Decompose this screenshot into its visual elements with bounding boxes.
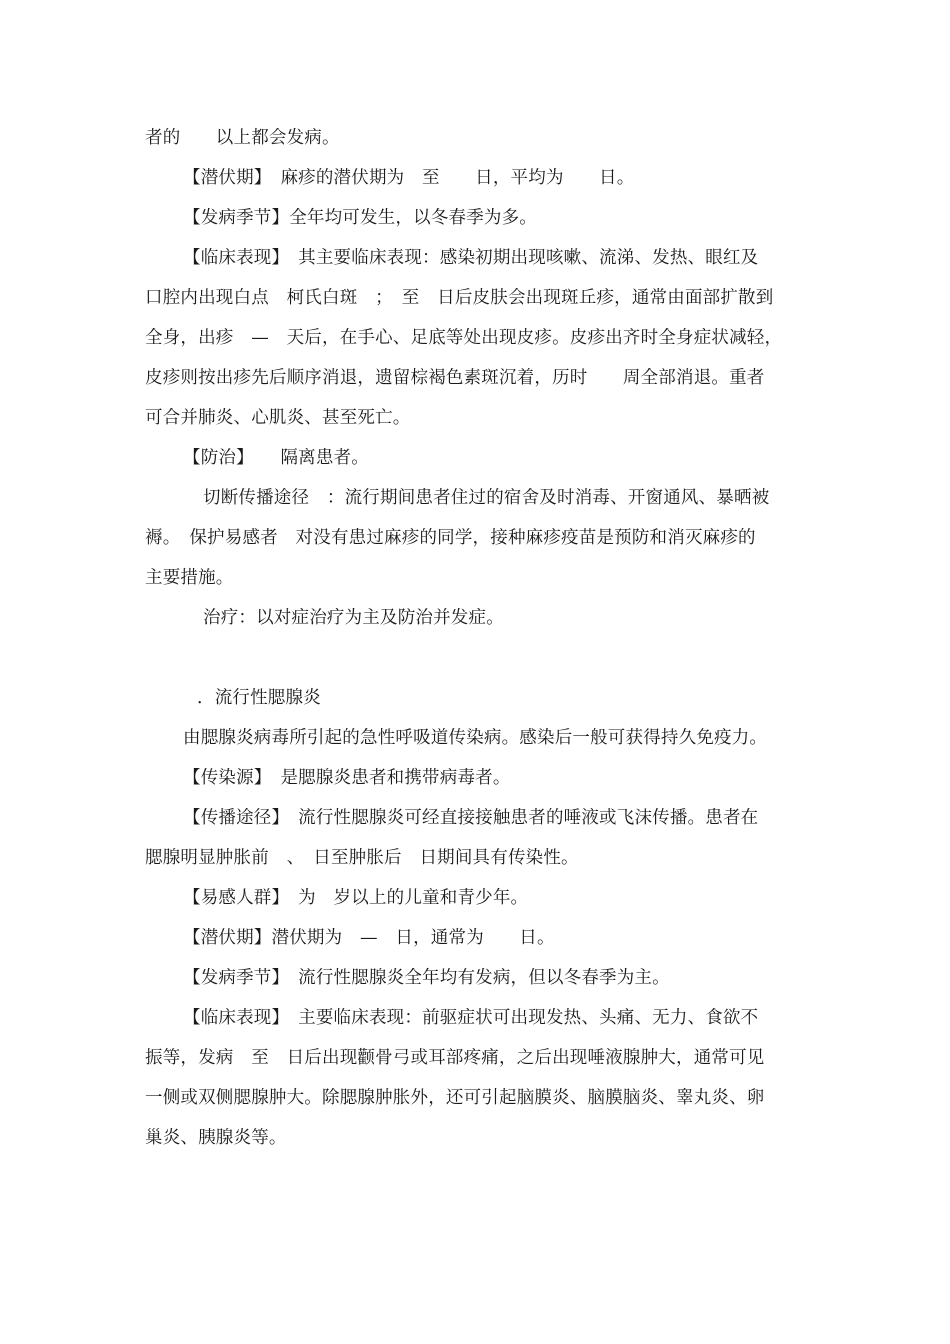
- text-line-measles-measures: 主要措施。: [145, 568, 234, 588]
- text-line-measles-protect: 褥。 保护易感者 对没有患过麻疹的同学，接种麻疹疫苗是预防和消灭麻疹的: [145, 528, 756, 548]
- text-line-mumps-clinical-1: 【临床表现】 主要临床表现：前驱症状可出现发热、头痛、无力、食欲不: [183, 1008, 759, 1028]
- text-line-measles-clinical-3: 全身，出疹 — 天后，在手心、足底等处出现皮疹。皮疹出齐时全身症状减轻，: [145, 328, 783, 348]
- text-line-measles-clinical-5: 可合并肺炎、心肌炎、甚至死亡。: [145, 408, 411, 428]
- text-line-mumps-source: 【传染源】 是腮腺炎患者和携带病毒者。: [183, 768, 511, 788]
- text-line-mumps-route-1: 【传播途径】 流行性腮腺炎可经直接接触患者的唾液或飞沫传播。患者在: [183, 808, 759, 828]
- section-heading-mumps: ．流行性腮腺炎: [197, 688, 321, 708]
- text-line-measles-treatment: 治疗：以对症治疗为主及防治并发症。: [203, 608, 504, 628]
- text-line-mumps-clinical-2: 振等，发病 至 日后出现颧骨弓或耳部疼痛，之后出现唾液腺肿大，通常可见: [145, 1048, 765, 1068]
- text-line-mumps-route-2: 腮腺明显肿胀前 、 日至肿胀后 日期间具有传染性。: [145, 848, 579, 868]
- text-line-measles-clinical-2: 口腔内出现白点 柯氏白斑 ； 至 日后皮肤会出现斑丘疹，通常由面部扩散到: [145, 288, 774, 308]
- text-line-mumps-clinical-3: 一侧或双侧腮腺肿大。除腮腺肿胀外，还可引起脑膜炎、脑膜脑炎、睾丸炎、卵: [145, 1088, 765, 1108]
- text-line-mumps-intro: 由腮腺炎病毒所引起的急性呼吸道传染病。感染后一般可获得持久免疫力。: [183, 728, 768, 748]
- text-line-mumps-incubation: 【潜伏期】潜伏期为 — 日，通常为 日。: [183, 928, 555, 948]
- text-line-measles-season: 【发病季节】全年均可发生，以冬春季为多。: [183, 208, 537, 228]
- text-line-measles-cut-transmission: 切断传播途径 ：流行期间患者住过的宿舍及时消毒、开窗通风、暴晒被: [203, 488, 770, 508]
- text-line-measles-susceptible: 者的 以上都会发病。: [145, 128, 340, 148]
- text-line-measles-clinical-4: 皮疹则按出疹先后顺序消退，遗留棕褐色素斑沉着，历时 周全部消退。重者: [145, 368, 765, 388]
- text-line-mumps-season: 【发病季节】 流行性腮腺炎全年均有发病，但以冬春季为主。: [183, 968, 670, 988]
- text-line-measles-incubation: 【潜伏期】 麻疹的潜伏期为 至 日，平均为 日。: [183, 168, 635, 188]
- text-line-measles-clinical-1: 【临床表现】 其主要临床表现：感染初期出现咳嗽、流涕、发热、眼红及: [183, 248, 759, 268]
- text-line-mumps-clinical-4: 巢炎、胰腺炎等。: [145, 1128, 287, 1148]
- text-line-measles-prevention: 【防治】 隔离患者。: [183, 448, 369, 468]
- text-line-mumps-susceptible: 【易感人群】 为 岁以上的儿童和青少年。: [183, 888, 529, 908]
